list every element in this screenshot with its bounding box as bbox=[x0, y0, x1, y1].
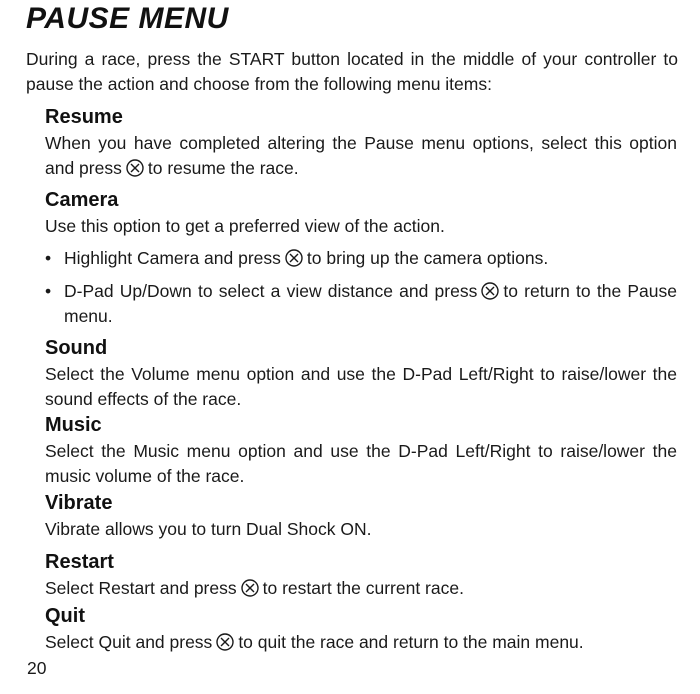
restart-body bbox=[45, 576, 677, 601]
vibrate-heading: Vibrate bbox=[45, 492, 113, 514]
camera-heading: Camera bbox=[45, 189, 119, 211]
resume-body-text-end: to resume the race. bbox=[147, 158, 299, 178]
camera-bullet-list bbox=[45, 246, 677, 329]
list-item bbox=[45, 279, 677, 329]
cross-button-icon bbox=[481, 282, 499, 300]
sound-heading: Sound bbox=[45, 337, 108, 359]
sound-body: Select the Volume menu option and use the D-Pad Left/Right to raise/lower the sound effects of the race. bbox=[45, 364, 677, 409]
page-number: 20 bbox=[27, 658, 47, 678]
page-title: PAUSE MENU bbox=[26, 2, 229, 35]
music-body: Select the Music menu option and use the D-Pad Left/Right to raise/lower the music volume of the race. bbox=[45, 441, 677, 486]
cross-button-icon bbox=[216, 633, 234, 651]
quit-body-text-end: to quit the race and return to the main menu. bbox=[238, 632, 584, 652]
cross-button-icon bbox=[241, 579, 259, 597]
bullet-symbol: • bbox=[45, 281, 52, 301]
restart-body-text-end: to restart the current race. bbox=[262, 578, 464, 598]
quit-heading: Quit bbox=[45, 605, 85, 627]
camera-bullet-1-text: Highlight Camera and press bbox=[64, 248, 281, 268]
camera-bullet-2-text-end: to return to the Pause menu. bbox=[64, 281, 677, 326]
camera-bullet-1-text-end: to bring up the camera options. bbox=[306, 248, 549, 268]
list-item bbox=[45, 246, 677, 271]
intro-paragraph: During a race, press the START button located in the middle of your controller to pause the action and choose from the following menu items: bbox=[26, 49, 678, 94]
bullet-symbol: • bbox=[45, 248, 52, 268]
quit-body bbox=[45, 630, 677, 655]
camera-body: Use this option to get a preferred view of the action. bbox=[45, 216, 445, 236]
cross-button-icon bbox=[285, 249, 303, 267]
resume-heading: Resume bbox=[45, 106, 123, 128]
music-heading: Music bbox=[45, 414, 102, 436]
cross-button-icon bbox=[126, 159, 144, 177]
camera-bullet-2-text: D-Pad Up/Down to select a view distance and press bbox=[64, 281, 478, 301]
resume-body bbox=[45, 131, 677, 181]
vibrate-body: Vibrate allows you to turn Dual Shock ON. bbox=[45, 519, 372, 539]
resume-body-text: When you have completed altering the Pause menu options, select this option and press bbox=[45, 133, 677, 178]
restart-heading: Restart bbox=[45, 551, 114, 573]
restart-body-text: Select Restart and press bbox=[45, 578, 237, 598]
quit-body-text: Select Quit and press bbox=[45, 632, 213, 652]
